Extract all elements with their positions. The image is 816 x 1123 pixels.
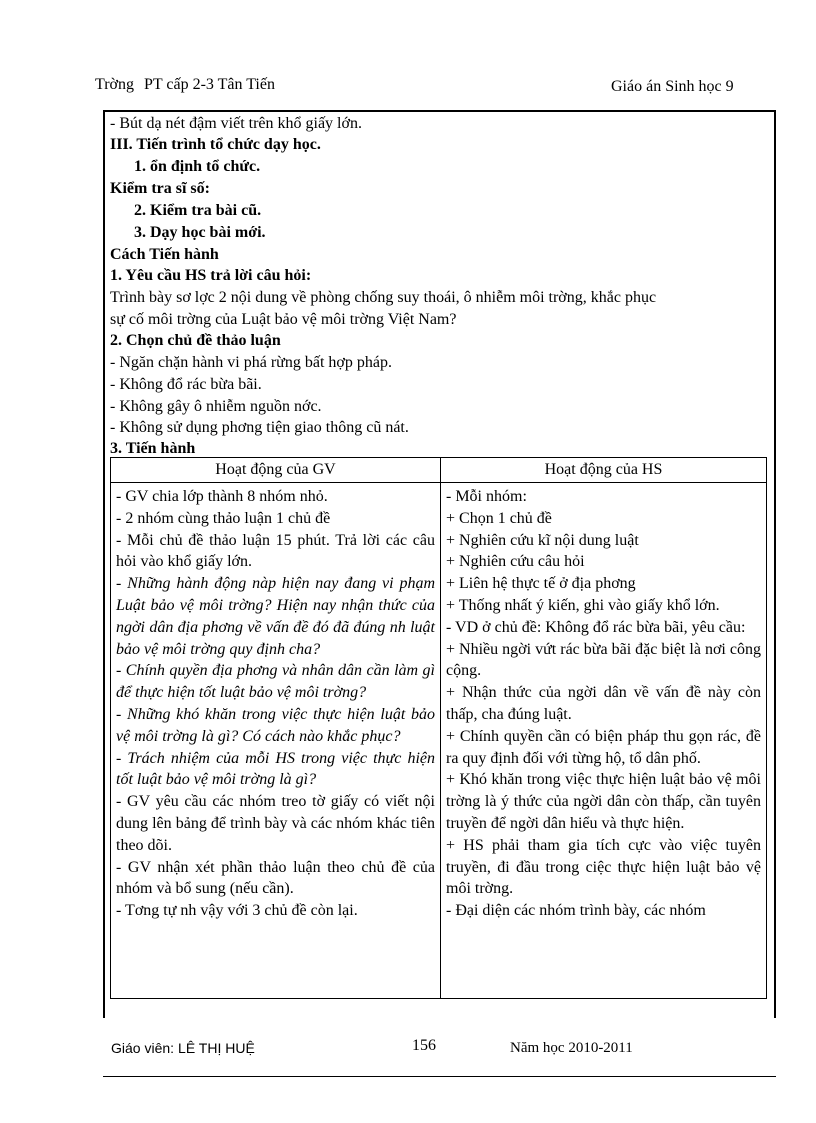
hs-item: + Nghiên cứu câu hỏi (446, 553, 585, 571)
gv-item: - Mỗi chủ đề thảo luận 15 phút. Trả lời các câu hỏi vào khổ giấy lớn. (116, 531, 435, 571)
topic-item: - Không sử dụng phơng tiện giao thông cũ nát. (110, 419, 409, 436)
activity-table (110, 457, 767, 999)
gv-item: - GV chia lớp thành 8 nhóm nhỏ. (116, 488, 328, 505)
footer-rule (103, 1076, 776, 1077)
topic-item: - Không đổ rác bừa bãi. (110, 376, 262, 393)
school-name: PT cấp 2-3 Tân Tiến (144, 76, 275, 93)
hs-item: + Nghiên cứu kĩ nội dung luật (446, 531, 639, 549)
footer-teacher (111, 1040, 255, 1056)
gv-item: - GV yêu cầu các nhóm treo tờ giấy có viết nội dung lên bảng để trình bày và các nhóm khác tiên theo dõi. (116, 793, 435, 854)
gv-item: - 2 nhóm cùng thảo luận 1 chủ đề (116, 509, 331, 527)
requirement-line-1: Trình bày sơ lợc 2 nội dung về phòng chống suy thoái, ô nhiễm môi trờng, khắc phục (110, 289, 657, 306)
teacher-name: LÊ THỊ HUỆ (178, 1040, 255, 1056)
materials-line: - Bút dạ nét đậm viết trên khổ giấy lớn. (110, 115, 362, 132)
column-header-hs: Hoạt động của HS (441, 458, 767, 483)
hs-activities (441, 483, 767, 999)
gv-activities (111, 483, 441, 999)
hs-item: + Thống nhất ý kiến, ghi vào giấy khổ lớn. (446, 596, 720, 614)
hs-item: + Khó khăn trong việc thực hiện luật bảo vệ môi trờng là ý thức của ngời dân còn thấp, cần tuyên truyền để ngời dân hiểu và thực hiện. (446, 771, 761, 832)
hs-item: + HS phải tham gia tích cực vào việc tuyên truyền, đi đầu trong ciệc thực hiện luật bảo vệ môi trờng. (446, 836, 761, 898)
procedure-title: Cách Tiến hành (110, 246, 219, 263)
topic-item: - Không gây ô nhiễm nguồn nớc. (110, 398, 322, 415)
step1-title: 1. ổn định tổ chức. (134, 158, 261, 175)
step3-title: 3. Dạy học bài mới. (134, 224, 266, 241)
hs-item: - VD ở chủ đề: Không đổ rác bừa bãi, yêu cầu: (446, 618, 746, 636)
school-prefix: Trờng (95, 76, 134, 93)
teacher-label: Giáo viên: (111, 1040, 175, 1056)
hs-item: + Nhiều ngời vứt rác bừa bãi đặc biệt là nơi công cộng. (446, 640, 761, 680)
requirement-line-2: sự cố môi trờng của Luật bảo vệ môi trờng Việt Nam? (110, 311, 457, 328)
hs-item: - Mỗi nhóm: (446, 488, 527, 505)
hs-item: + Liên hệ thực tế ở địa phơng (446, 575, 636, 593)
gv-question: - Trách nhiệm của mỗi HS trong việc thực hiện tốt luật bảo vệ môi trờng là gì? (116, 749, 435, 789)
hs-item: + Chính quyền cần có biện pháp thu gọn rác, đề ra quy định đối với từng hộ, tổ dân phố. (446, 727, 761, 767)
attendance-label: Kiểm tra sĩ số: (110, 180, 210, 197)
gv-item: - Tơng tự nh vậy với 3 chủ đề còn lại. (116, 902, 358, 920)
topic-item: - Ngăn chặn hành vi phá rừng bất hợp pháp. (110, 354, 392, 371)
hs-item: + Nhận thức của ngời dân về vấn đề này còn thấp, cha đúng luật. (446, 684, 761, 723)
header-subject: Giáo án Sinh học 9 (611, 78, 734, 95)
hs-item: - Đại diện các nhóm trình bày, các nhóm (446, 902, 706, 920)
page-number: 156 (412, 1037, 436, 1054)
hs-item: + Chọn 1 chủ đề (446, 509, 552, 527)
table-row (111, 483, 767, 999)
table-header-row (111, 458, 767, 483)
topic-title: 2. Chọn chủ đề thảo luận (110, 332, 281, 349)
gv-question: - Những hành động nàp hiện nay đang vi phạm Luật bảo vệ môi trờng? Hiện nay nhận thức của ngời dân địa phơng về vấn đề đó đã đúng nh luật bảo vệ môi trờng quy định cha? (116, 575, 435, 658)
section3-title: III. Tiến trình tổ chức dạy học. (110, 136, 321, 153)
column-header-gv: Hoạt động của GV (111, 458, 441, 483)
gv-question: - Những khó khăn trong việc thực hiện luật bảo vệ môi trờng là gì? Có cách nào khắc phục? (116, 705, 435, 745)
gv-question: - Chính quyền địa phơng và nhân dân cần làm gì để thực hiện tốt luật bảo vệ môi trờng? (116, 662, 435, 702)
school-year: Năm học 2010-2011 (510, 1040, 633, 1056)
header-school (95, 76, 275, 94)
requirement-title: 1. Yêu cầu HS trả lời câu hỏi: (110, 267, 312, 284)
gv-item: - GV nhận xét phần thảo luận theo chủ đề của nhóm và bổ sung (nếu cần). (116, 858, 435, 898)
proceed-title: 3. Tiến hành (110, 440, 196, 457)
step2-title: 2. Kiểm tra bài cũ. (134, 202, 262, 219)
